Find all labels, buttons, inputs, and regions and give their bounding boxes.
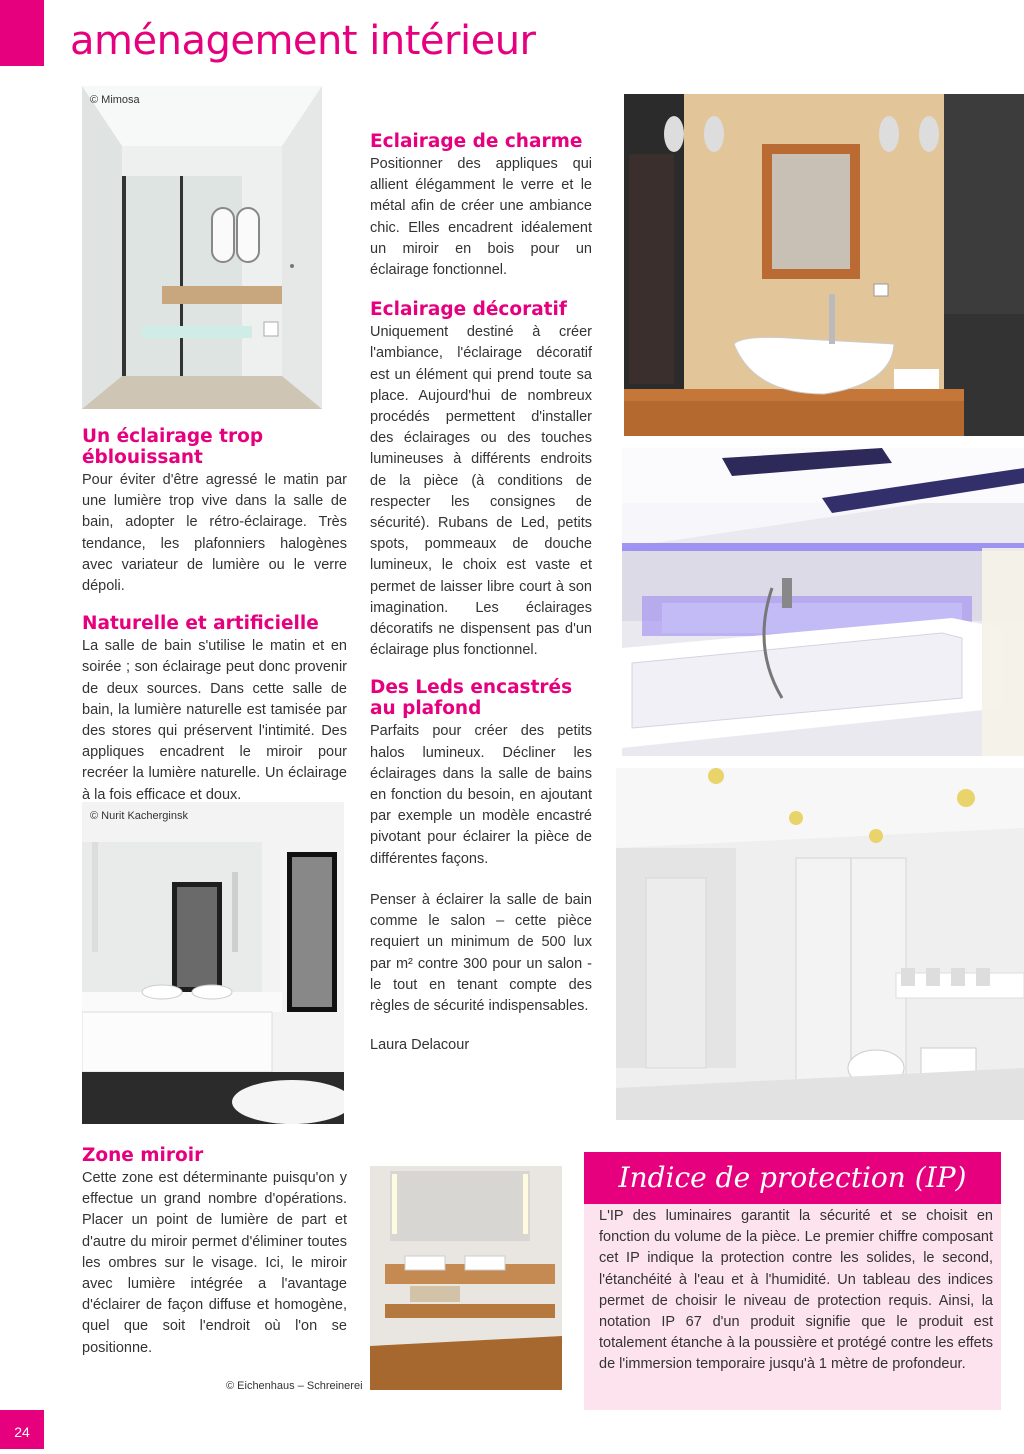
article-middle-column xyxy=(370,131,592,1053)
ip-info-box xyxy=(584,1152,1001,1410)
article-zone-miroir xyxy=(82,1145,347,1359)
stone-wall-illustration xyxy=(624,94,1024,436)
photo-wooden-vanity xyxy=(370,1166,562,1390)
recessed-spots-illustration xyxy=(616,768,1024,1120)
heading-charme: Eclairage de charme xyxy=(370,131,583,152)
photo-stone-wall-bathroom xyxy=(624,94,1024,436)
photo-white-bathroom xyxy=(82,86,322,409)
windows-bathroom-illustration xyxy=(82,802,344,1124)
text-naturelle: La salle de bain s'utilise le matin et en soirée ; son éclairage peut donc provenir de deux sources. Dans cette salle de bain, la lumière naturelle est tamisée par des stores qui préservent l'intimité. Des appliques encadrent le miroir pour recréer la lumière naturelle. Un éclairage à la fois efficace et doux. xyxy=(82,638,347,803)
text-eblouissant: Pour éviter d'être agressé le matin par une lumière trop vive dans la salle de bain, adopter le rétro-éclairage. Très tendance, les plafonniers halogènes avec variateur de lumière ou le verre dépoli. xyxy=(82,472,347,595)
heading-naturelle: Naturelle et artificielle xyxy=(82,613,319,635)
ip-box-text: L'IP des luminaires garantit la sécurité et se choisit en fonction du volume de la pièce. Le premier chiffre composant cet IP indique la protection contre les solides, le second, l'étanchéité à l'eau et à l'humidité. Un tableau des indices permet de choisir le niveau de protection requis. Ainsi, la notation IP 67 d'un produit signifie que le produit est totalement étanche à la poussière et protégé contre les effets de l'immersion temporaire jusqu'à 1 mètre de profondeur. xyxy=(599,1208,993,1373)
heading-zone-miroir: Zone miroir xyxy=(82,1145,204,1166)
led-bathtub-illustration xyxy=(622,448,1024,756)
text-charme: Positionner des appliques qui allient élégamment le verre et le métal afin de créer une ambiance chic. Elles encadrent idéalement un miroir en bois pour un éclairage fonctionnel. xyxy=(370,156,592,279)
section-title: aménagement intérieur xyxy=(70,18,536,64)
photo-credit: © Eichenhaus – Schreinerei xyxy=(226,1380,363,1392)
article-left-column xyxy=(82,426,347,806)
photo-led-bathtub xyxy=(622,448,1024,756)
heading-decoratif: Eclairage décoratif xyxy=(370,299,567,321)
heading-leds: Des Leds encastrés au plafond xyxy=(370,677,573,720)
photo-credit: © Mimosa xyxy=(90,94,140,106)
photo-recessed-spots-bathroom xyxy=(616,768,1024,1120)
text-zone-miroir: Cette zone est déterminante puisqu'on y effectue un grand nombre d'opérations. Placer un point de lumière de part et d'autre du miroir permet d'éliminer toutes les ombres sur le visage. Ici, le miroir avec lumière intégrée a l'avantage d'éclairer de façon diffuse et homogène, quel que soit l'endroit où l'on se positionne. xyxy=(82,1170,347,1356)
ip-box-title: Indice de protection (IP) xyxy=(584,1152,1001,1204)
white-bathroom-illustration xyxy=(82,86,322,409)
photo-windows-bathroom xyxy=(82,802,344,1124)
page-number: 24 xyxy=(0,1410,44,1449)
author-name: Laura Delacour xyxy=(370,1037,470,1054)
photo-credit: © Nurit Kacherginsk xyxy=(90,810,188,822)
wooden-vanity-illustration xyxy=(370,1166,562,1390)
text-leds: Parfaits pour créer des petits halos lumineux. Décliner les éclairages dans la salle de bains en fonction du besoin, en ajoutant par exemple un modèle encastré pivotant pour éclairer la pièce de différentes façons. xyxy=(370,723,592,867)
header-pink-tab xyxy=(0,0,44,66)
text-lux: Penser à éclairer la salle de bain comme le salon – cette pièce requiert un minimum de 500 lux par m² contre 300 pour un salon - le tout en tenant compte des règles de sécurité indispensables. xyxy=(370,891,592,1014)
heading-eblouissant: Un éclairage trop éblouissant xyxy=(82,426,264,468)
text-decoratif: Uniquement destiné à créer l'ambiance, l'éclairage décoratif est un élément qui prend toute sa place. Aujourd'hui de nombreux procédés permettent d'installer des éclairages ou des touches lumineuses à différents endroits de la pièce (à conditions de respecter les consignes de sécurité). Rubans de Led, petits spots, pommeaux de douche lumineux, le choix est vaste et permet de laisser libre court à son imagination. Les éclairages décoratifs ne dispensent pas d'un éclairage plus fonctionnel. xyxy=(370,324,592,659)
